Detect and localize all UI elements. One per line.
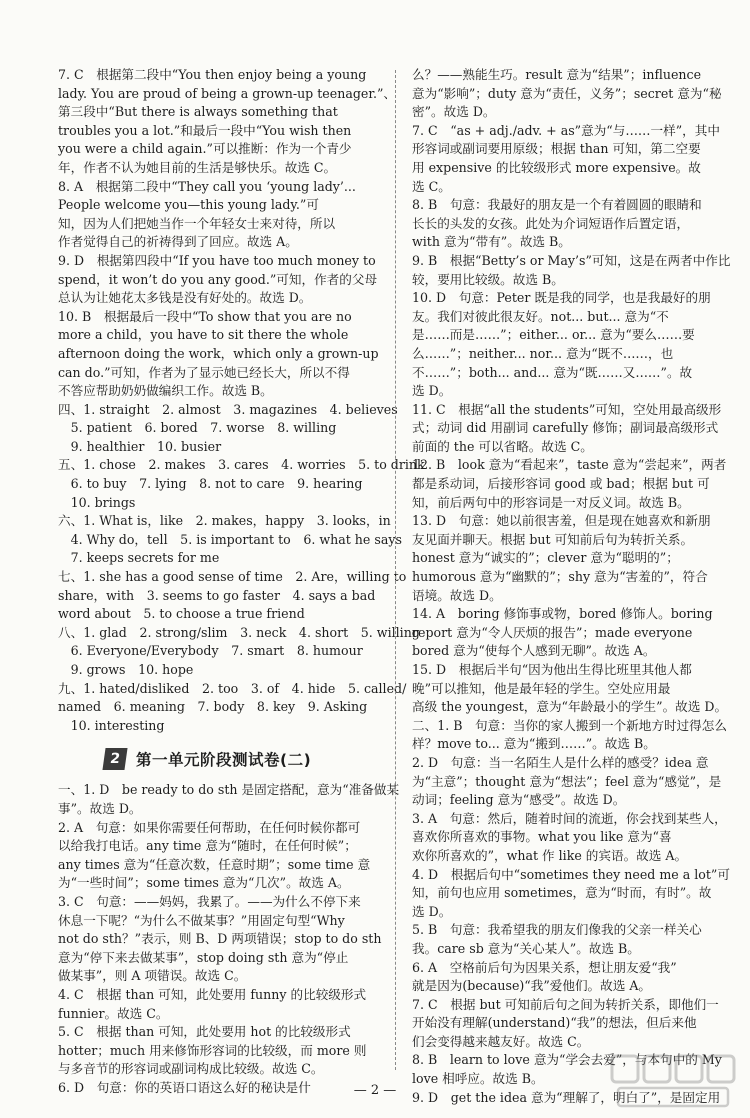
answer-line: 4. Why do，tell 5. is important to 6. what he says	[58, 531, 402, 547]
answer-line: 年，作者不认为她目前的生活是够快乐。故选 C。	[58, 159, 337, 175]
answer-line: 七、1. she has a good sense of time 2. Are，willing to	[58, 569, 407, 585]
answer-line: 9. D get the idea 意为“理解了，明白了”，是固定用	[412, 1089, 721, 1105]
answer-line: 么？——熟能生巧。result 意为“结果”；influence	[412, 67, 702, 82]
answer-line: 密”。故选 D。	[412, 104, 496, 120]
answer-line: 晚”可以推知，他是最年轻的学生。空处应用最	[412, 680, 671, 696]
answer-line: 六、1. What is，like 2. makes，happy 3. looks，in	[58, 513, 391, 529]
answer-line: 语境。故选 D。	[412, 587, 502, 603]
answer-line: 式；动词 did 用副词 carefully 修饰；副词最高级形式	[412, 420, 719, 436]
watermark-logo-icon	[608, 1050, 738, 1110]
unit-test-title: 第一单元阶段测试卷(二)	[136, 751, 312, 770]
answer-line: 4. D 根据后句中“sometimes they need me a lot”可	[412, 866, 730, 882]
answer-line: not do sth？”表示，则 B、D 两项错误；stop to do sth	[58, 931, 382, 947]
unit-number-badge: 2	[102, 748, 127, 770]
answer-line: can do.”可知，作者为了显示她已经长大，所以不得	[58, 364, 350, 380]
answer-line: 7. C 根据第二段中“You then enjoy being a young	[58, 67, 367, 82]
right-answers	[412, 66, 732, 1107]
answer-line: 作者觉得自己的祈祷得到了回应。故选 A。	[58, 234, 298, 250]
answer-line: 9. D 根据第四段中“If you have too much money to	[58, 252, 376, 268]
answer-line: 知，前句也应用 sometimes，意为“时而，有时”。故	[412, 885, 712, 901]
left-answers-part2	[58, 781, 400, 1097]
answer-line: with 意为“带有”。故选 B。	[412, 234, 571, 250]
answer-line: 选 C。	[412, 178, 451, 194]
answer-line: 高级 the youngest，意为“年龄最小的学生”。故选 D。	[412, 699, 728, 715]
answer-line: share，with 3. seems to go faster 4. says a bad	[58, 587, 376, 603]
answer-line: 长长的头发的女孩。此处为介词短语作后置定语，	[412, 215, 690, 231]
left-column	[58, 66, 425, 1097]
answer-line: 欢你所喜欢的”，what 作 like 的宾语。故选 A。	[412, 847, 688, 863]
answer-line: 11. C 根据“all the students”可知，空处用最高级形	[412, 401, 722, 417]
answer-line: 为“主意”；thought 意为“想法”；feel 意为“感觉”，是	[412, 773, 722, 789]
right-column	[412, 66, 732, 1107]
answer-line: report 意为“令人厌烦的报告”；made everyone	[412, 624, 693, 640]
column-divider	[395, 70, 396, 1070]
answer-line: 八、1. glad 2. strong/slim 3. neck 4. short 5. willing	[58, 624, 420, 640]
answer-line: 6. to buy 7. lying 8. not to care 9. hearing	[58, 476, 363, 492]
answer-line: 友。我们对彼此很友好。not... but... 意为“不	[412, 308, 669, 324]
answer-line: spend，it won’t do you any good.”可知，作者的父母	[58, 271, 378, 287]
answer-line: 3. A 句意：然后，随着时间的流逝，你会找到某些人，	[412, 810, 727, 826]
answer-line: any times 意为“任意次数，任意时期”；some time 意	[58, 856, 371, 872]
answer-line: 事”。故选 D。	[58, 800, 142, 816]
answer-line: 样？move to... 意为“搬到……”。故选 B。	[412, 736, 656, 752]
answer-line: bored 意为“使每个人感到无聊”。故选 A。	[412, 643, 656, 659]
answer-line: 5. B 句意：我希望我的朋友们像我的父亲一样关心	[412, 922, 702, 938]
answer-line: lady. You are proud of being a grown-up teenager.”、	[58, 85, 397, 101]
answer-line: honest 意为“诚实的”；clever 意为“聪明的”；	[412, 550, 679, 566]
answer-line: 意为“影响”；duty 意为“责任，义务”；secret 意为“秘	[412, 85, 722, 101]
answer-line: 四、1. straight 2. almost 3. magazines 4. believes	[58, 401, 398, 417]
left-answers-part1	[58, 66, 425, 735]
answer-line: 不……”；both... and... 意为“既……又……”。故	[412, 364, 693, 380]
answer-line: 5. C 根据 than 可知，此处要用 hot 的比较级形式	[58, 1024, 351, 1040]
answer-line: 形容词或副词要用原级；根据 than 可知，第二空要	[412, 141, 701, 157]
answer-line: 9. healthier 10. busier	[58, 438, 222, 454]
answer-line: word about 5. to choose a true friend	[58, 606, 305, 622]
answer-line: 10. B 根据最后一段中“To show that you are no	[58, 308, 352, 324]
answer-line: 动词；feeling 意为“感受”。故选 D。	[412, 792, 626, 808]
answer-line: 五、1. chose 2. makes 3. cares 4. worries 5. to drink	[58, 457, 425, 473]
answer-line: afternoon doing the work，which only a grown-up	[58, 345, 379, 361]
answer-line: 7. keeps secrets for me	[58, 550, 220, 566]
answer-line: 9. grows 10. hope	[58, 662, 194, 677]
answer-line: 以给我打电话。any time 意为“随时，在任何时候”；	[58, 838, 357, 854]
answer-line: 用 expensive 的比较级形式 more expensive。故	[412, 159, 701, 175]
answer-line: 一、1. D be ready to do sth 是固定搭配，意为“准备做某	[58, 782, 400, 798]
answer-line: 较，要用比较级。故选 B。	[412, 271, 564, 287]
answer-line: love 相呼应。故选 B。	[412, 1071, 544, 1087]
answer-line: 12. B look 意为“看起来”，taste 意为“尝起来”，两者	[412, 457, 727, 473]
answer-line: 休息一下呢？“为什么不做某事？”用固定句型“Why	[58, 912, 345, 928]
answer-line: 我。care sb 意为“关心某人”。故选 B。	[412, 940, 640, 956]
answer-line: 与多音节的形容词或副词构成比较级。故选 C。	[58, 1061, 324, 1077]
answer-line: 是……而是……”；either... or... 意为“要么……要	[412, 327, 695, 343]
answer-line: 2. D 句意：当一名陌生人是什么样的感受？idea 意	[412, 754, 709, 770]
answer-line: People welcome you—this young lady.”可	[58, 197, 319, 213]
answer-line: 8. A 根据第二段中“They call you ‘young lady’...	[58, 178, 356, 194]
answer-line: 们会变得越来越友好。故选 C。	[412, 1033, 590, 1049]
unit-test-heading	[104, 739, 376, 779]
answer-line: 知，因为人们把她当作一个年轻女士来对待，所以	[58, 215, 336, 231]
answer-line: 10. brings	[58, 494, 136, 510]
answer-line: 第三段中“But there is always something that	[58, 104, 338, 120]
answer-line: named 6. meaning 7. body 8. key 9. Asking	[58, 699, 368, 715]
answer-line: hotter；much 用来修饰形容词的比较级，而 more 则	[58, 1042, 367, 1058]
answer-line: 总认为让她花太多钱是没有好处的。故选 D。	[58, 290, 312, 306]
answer-line: 开始没有理解(understand)“我”的想法，但后来他	[412, 1015, 697, 1031]
answer-line: you were a child again.”可以推断：作为一个青少	[58, 141, 352, 157]
answer-line: humorous 意为“幽默的”；shy 意为“害羞的”，符合	[412, 569, 708, 585]
answer-line: 2. A 句意：如果你需要任何帮助，在任何时候你都可	[58, 819, 361, 835]
answer-line: 6. D 句意：你的英语口语这么好的秘诀是什	[58, 1079, 311, 1095]
answer-line: 选 D。	[412, 383, 452, 399]
answer-line: 意为“停下来去做某事”，stop doing sth 意为“停止	[58, 949, 349, 965]
page-number: — 2 —	[353, 1083, 397, 1098]
answer-line: 14. A boring 修饰事或物，bored 修饰人。boring	[412, 606, 713, 622]
answer-line: 13. D 句意：她以前很害羞，但是现在她喜欢和新朋	[412, 513, 711, 529]
answer-line: 就是因为(because)“我”爱他们。故选 A。	[412, 978, 652, 994]
answer-line: 9. B 根据“Betty’s or May’s”可知，这是在两者中作比	[412, 252, 731, 268]
answer-line: 九、1. hated/disliked 2. too 3. of 4. hide 5. called/	[58, 680, 407, 696]
answer-line: 不答应帮助奶奶做编织工作。故选 B。	[58, 383, 273, 399]
answer-line: 选 D。	[412, 903, 452, 919]
answer-line: 4. C 根据 than 可知，此处要用 funny 的比较级形式	[58, 986, 367, 1002]
answer-line: 5. patient 6. bored 7. worse 8. willing	[58, 420, 337, 436]
answer-line: troubles you a lot.”和最后一段中“You wish then	[58, 122, 352, 138]
answer-line: 友见面并聊天。根据 but 可知前后句为转折关系。	[412, 531, 694, 547]
answer-line: 8. B 句意：我最好的朋友是一个有着圆圆的眼睛和	[412, 197, 702, 213]
answer-line: 10. interesting	[58, 717, 165, 733]
answer-line: 6. A 空格前后句为因果关系，想让朋友爱“我”	[412, 959, 677, 975]
answer-line: 为“一些时间”；some times 意为“几次”。故选 A。	[58, 875, 350, 891]
answer-line: 知，前后两句中的形容词是一对反义词。故选 B。	[412, 494, 690, 510]
answer-line: 3. C 句意：——妈妈，我累了。——为什么不停下来	[58, 893, 361, 909]
answer-line: 喜欢你所喜欢的事物。what you like 意为“喜	[412, 829, 672, 845]
answer-line: 么……”；neither... nor... 意为“既不……，也	[412, 345, 674, 361]
answer-line: 二、1. B 句意：当你的家人搬到一个新地方时过得怎么	[412, 717, 727, 733]
answer-line: 7. C 根据 but 可知前后句之间为转折关系，即他们一	[412, 996, 719, 1012]
answer-line: 都是系动词，后接形容词 good 或 bad；根据 but 可	[412, 476, 710, 492]
answer-line: 前面的 the 可以省略。故选 C。	[412, 438, 593, 454]
answer-line: 15. D 根据后半句“因为他出生得比班里其他人都	[412, 662, 692, 677]
answer-line: funnier。故选 C。	[58, 1005, 169, 1021]
answer-line: 6. Everyone/Everybody 7. smart 8. humour	[58, 643, 363, 659]
answer-line: 8. B learn to love 意为“学会去爱”，与本句中的 My	[412, 1052, 722, 1068]
answer-line: 10. D 句意：Peter 既是我的同学，也是我最好的朋	[412, 290, 711, 306]
answer-line: more a child，you have to sit there the whole	[58, 327, 349, 343]
answer-line: 做某事”，则 A 项错误。故选 C。	[58, 968, 247, 984]
answer-line: 7. C “as + adj./adv. + as”意为“与……一样”，其中	[412, 122, 720, 138]
